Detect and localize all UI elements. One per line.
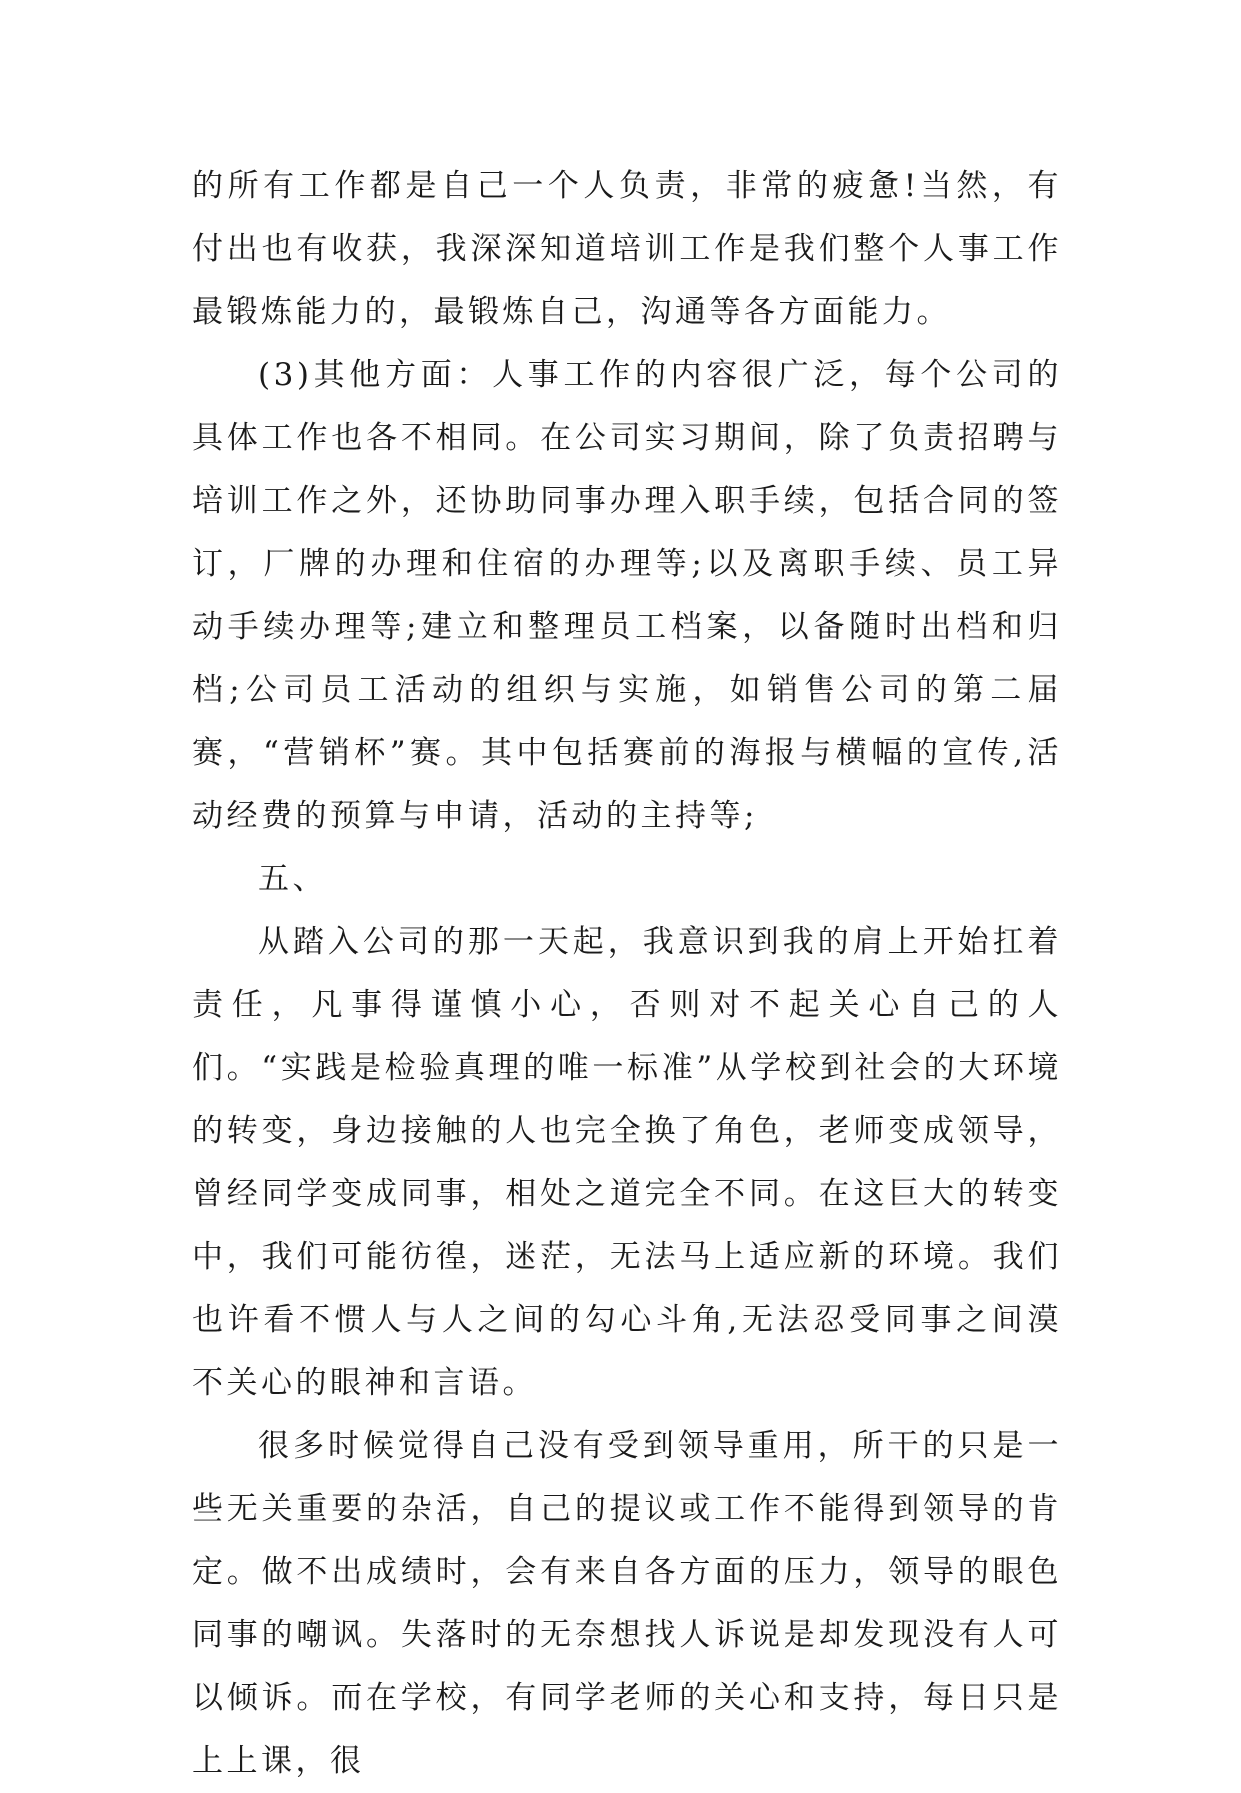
paragraph-other-aspects: (3)其他方面：人事工作的内容很广泛，每个公司的具体工作也各不相同。在公司实习期间，除了负责招聘与培训工作之外，还协助同事办理入职手续，包括合同的签订，厂牌的办理和住宿的办理等;以及离职手续、员工异动手续办理等;建立和整理员工档案，以备随时出档和归档;公司员工活动的组织与实施，如销售公司的第二届赛，“营销杯”赛。其中包括赛前的海报与横幅的宣传,活动经费的预算与申请，活动的主持等; (192, 357, 1062, 834)
section-heading-five: 五、 (258, 861, 327, 897)
paragraph-not-valued: 很多时候觉得自己没有受到领导重用，所干的只是一些无关重要的杂活，自己的提议或工作不能得到领导的肯定。做不出成绩时，会有来自各方面的压力，领导的眼色同事的嘲讽。失落时的无奈想找人诉说是却发现没有人可以倾诉。而在学校，有同学老师的关心和支持，每日只是上上课，很 (192, 1428, 1062, 1779)
paragraph-continuation: 的所有工作都是自己一个人负责，非常的疲惫!当然，有付出也有收获，我深深知道培训工作是我们整个人事工作最锻炼能力的，最锻炼自己，沟通等各方面能力。 (192, 168, 1062, 330)
document-body (192, 155, 1062, 1793)
paragraph-entering-company: 从踏入公司的那一天起，我意识到我的肩上开始扛着责任，凡事得谨慎小心，否则对不起关心自己的人们。“实践是检验真理的唯一标准”从学校到社会的大环境的转变，身边接触的人也完全换了角色，老师变成领导，曾经同学变成同事，相处之道完全不同。在这巨大的转变中，我们可能彷徨，迷茫，无法马上适应新的环境。我们也许看不惯人与人之间的勾心斗角,无法忍受同事之间漠不关心的眼神和言语。 (192, 924, 1062, 1401)
